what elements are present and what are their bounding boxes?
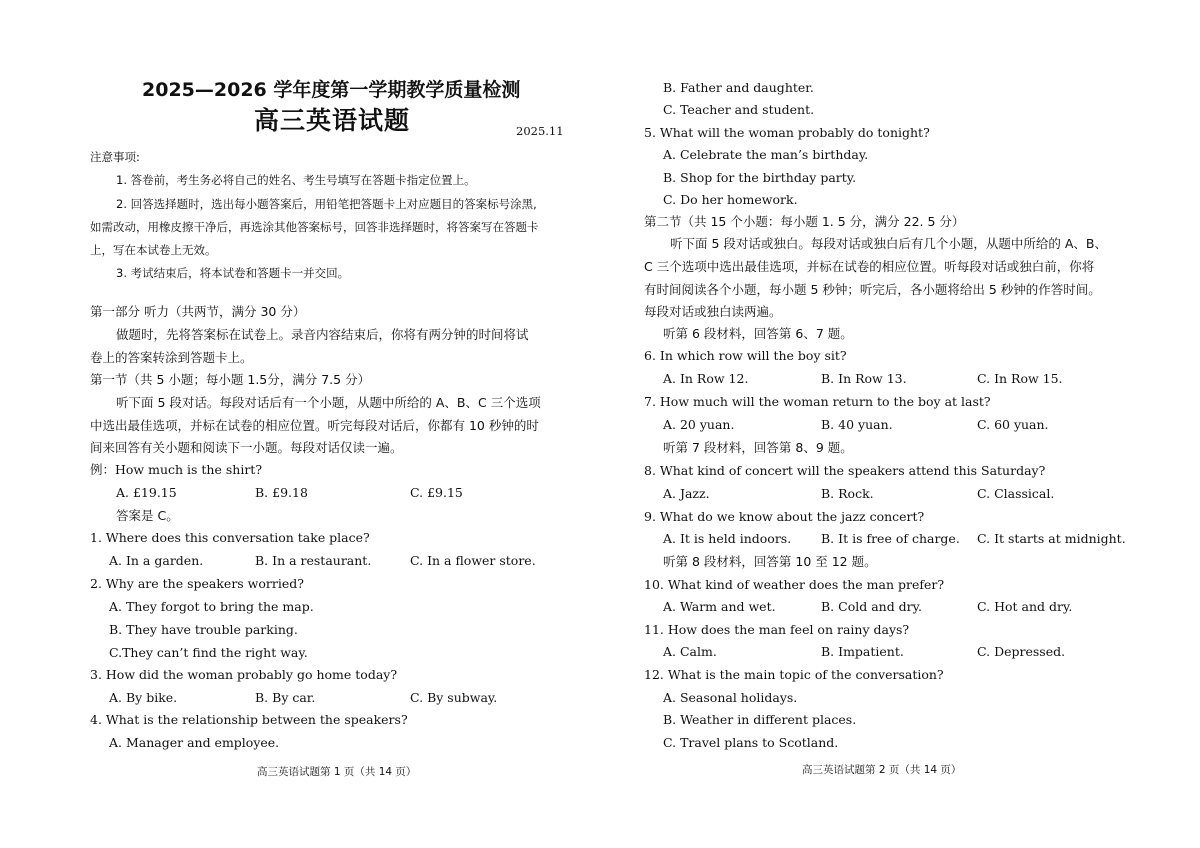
q3-stem: 3. How did the woman probably go home today? [90,667,398,682]
q4-option-c: C. Teacher and student. [663,102,815,117]
q1-option-b: B. In a restaurant. [255,553,372,568]
page-footer-1: 高三英语试题第 1 页（共 14 页） [257,766,417,778]
exam-subtitle: 高三英语试题 [254,106,411,135]
q9-stem: 9. What do we know about the jazz concert? [644,509,925,524]
q6-stem: 6. In which row will the boy sit? [644,348,847,363]
q7-option-a: A. 20 yuan. [663,417,735,432]
section1-intro-3: 间来回答有关小题和阅读下一小题。每段对话仅读一遍。 [90,440,403,455]
section1-intro-1: 听下面 5 段对话。每段对话后有一个小题，从题中所给的 A、B、C 三个选项 [116,395,541,410]
q1-option-a: A. In a garden. [109,553,204,568]
q10-option-c: C. Hot and dry. [977,599,1073,614]
part1-intro-2: 卷上的答案转涂到答题卡上。 [90,350,253,365]
example-option-c: C. £9.15 [410,485,463,500]
section2-intro-2: C 三个选项中选出最佳选项，并标在试卷的相应位置。听每段对话或独白前，你将 [644,259,1095,274]
q8-option-b: B. Rock. [821,486,874,501]
section2-intro-1: 听下面 5 段对话或独白。每段对话或独白后有几个小题，从题中所给的 A、B、 [670,236,1108,251]
part1-intro-1: 做题时，先将答案标在试卷上。录音内容结束后，你将有两分钟的时间将试 [116,327,529,342]
exam-title: 2025—2026 学年度第一学期教学质量检测 [142,79,521,101]
notice-item-2-end: 上，写在本试卷上无效。 [90,243,217,257]
material-7-heading: 听第 7 段材料，回答第 8、9 题。 [663,440,853,455]
example-question: 例：How much is the shirt? [90,462,263,477]
part1-heading: 第一部分 听力（共两节，满分 30 分） [90,304,306,319]
exam-page-2 [600,0,1200,848]
example-answer: 答案是 C。 [116,508,179,523]
q10-option-b: B. Cold and dry. [821,599,923,614]
section2-intro-4: 每段对话或独白读两遍。 [644,304,782,319]
q12-stem: 12. What is the main topic of the conversation? [644,667,944,682]
q8-option-a: A. Jazz. [663,486,710,501]
notice-item-2: 2. 回答选择题时，选出每小题答案后，用铅笔把答题卡上对应题目的答案标号涂黑, [116,197,537,211]
q4-option-a: A. Manager and employee. [109,735,280,750]
q10-stem: 10. What kind of weather does the man prefer? [644,577,945,592]
q2-stem: 2. Why are the speakers worried? [90,576,304,591]
q4-stem: 4. What is the relationship between the speakers? [90,712,408,727]
section2-intro-3: 有时间阅读各个小题，每小题 5 秒钟；听完后，各小题将给出 5 秒钟的作答时间。 [644,282,1101,297]
page-footer-2: 高三英语试题第 2 页（共 14 页） [802,764,962,776]
q8-stem: 8. What kind of concert will the speakers attend this Saturday? [644,463,1046,478]
q7-option-b: B. 40 yuan. [821,417,893,432]
example-option-b: B. £9.18 [255,485,308,500]
q12-option-a: A. Seasonal holidays. [663,690,798,705]
q5-stem: 5. What will the woman probably do tonight? [644,125,930,140]
q11-stem: 11. How does the man feel on rainy days? [644,622,910,637]
q5-option-b: B. Shop for the birthday party. [663,170,857,185]
q2-option-b: B. They have trouble parking. [109,622,298,637]
notice-item-2-cont: 如需改动，用橡皮擦干净后，再选涂其他答案标号，回答非选择题时，将答案写在答题卡 [90,220,539,234]
q6-option-a: A. In Row 12. [663,371,749,386]
material-8-heading: 听第 8 段材料，回答第 10 至 12 题。 [663,554,877,569]
exam-date: 2025.11 [516,124,564,138]
q3-option-c: C. By subway. [410,690,498,705]
q12-option-b: B. Weather in different places. [663,712,857,727]
example-option-a: A. £19.15 [116,485,177,500]
notice-item-3: 3. 考试结束后，将本试卷和答题卡一并交回。 [116,266,350,280]
material-6-heading: 听第 6 段材料，回答第 6、7 题。 [663,326,853,341]
q12-option-c: C. Travel plans to Scotland. [663,735,839,750]
q5-option-c: C. Do her homework. [663,192,798,207]
q11-option-c: C. Depressed. [977,644,1066,659]
q3-option-b: B. By car. [255,690,316,705]
q2-option-a: A. They forgot to bring the map. [109,599,314,614]
q8-option-c: C. Classical. [977,486,1055,501]
q1-option-c: C. In a flower store. [410,553,536,568]
q7-option-c: C. 60 yuan. [977,417,1049,432]
q2-option-c: C.They can’t find the right way. [109,645,308,660]
q9-option-c: C. It starts at midnight. [977,531,1126,546]
section2-heading: 第二节（共 15 个小题：每小题 1. 5 分，满分 22. 5 分） [644,214,965,229]
section1-intro-2: 中选出最佳选项，并标在试卷的相应位置。听完每段对话后，你都有 10 秒钟的时 [90,418,539,433]
q5-option-a: A. Celebrate the man’s birthday. [663,147,869,162]
q11-option-b: B. Impatient. [821,644,904,659]
q4-option-b: B. Father and daughter. [663,80,814,95]
q6-option-c: C. In Row 15. [977,371,1063,386]
q7-stem: 7. How much will the woman return to the boy at last? [644,394,991,409]
q11-option-a: A. Calm. [663,644,717,659]
section1-heading: 第一节（共 5 小题；每小题 1.5分，满分 7.5 分） [90,372,371,387]
notice-item-1: 1. 答卷前，考生务必将自己的姓名、考生号填写在答题卡指定位置上。 [116,173,476,187]
q9-option-a: A. It is held indoors. [663,531,792,546]
q1-stem: 1. Where does this conversation take place? [90,530,370,545]
q9-option-b: B. It is free of charge. [821,531,960,546]
q6-option-b: B. In Row 13. [821,371,907,386]
q3-option-a: A. By bike. [109,690,178,705]
q10-option-a: A. Warm and wet. [663,599,776,614]
notice-heading: 注意事项: [90,150,140,164]
